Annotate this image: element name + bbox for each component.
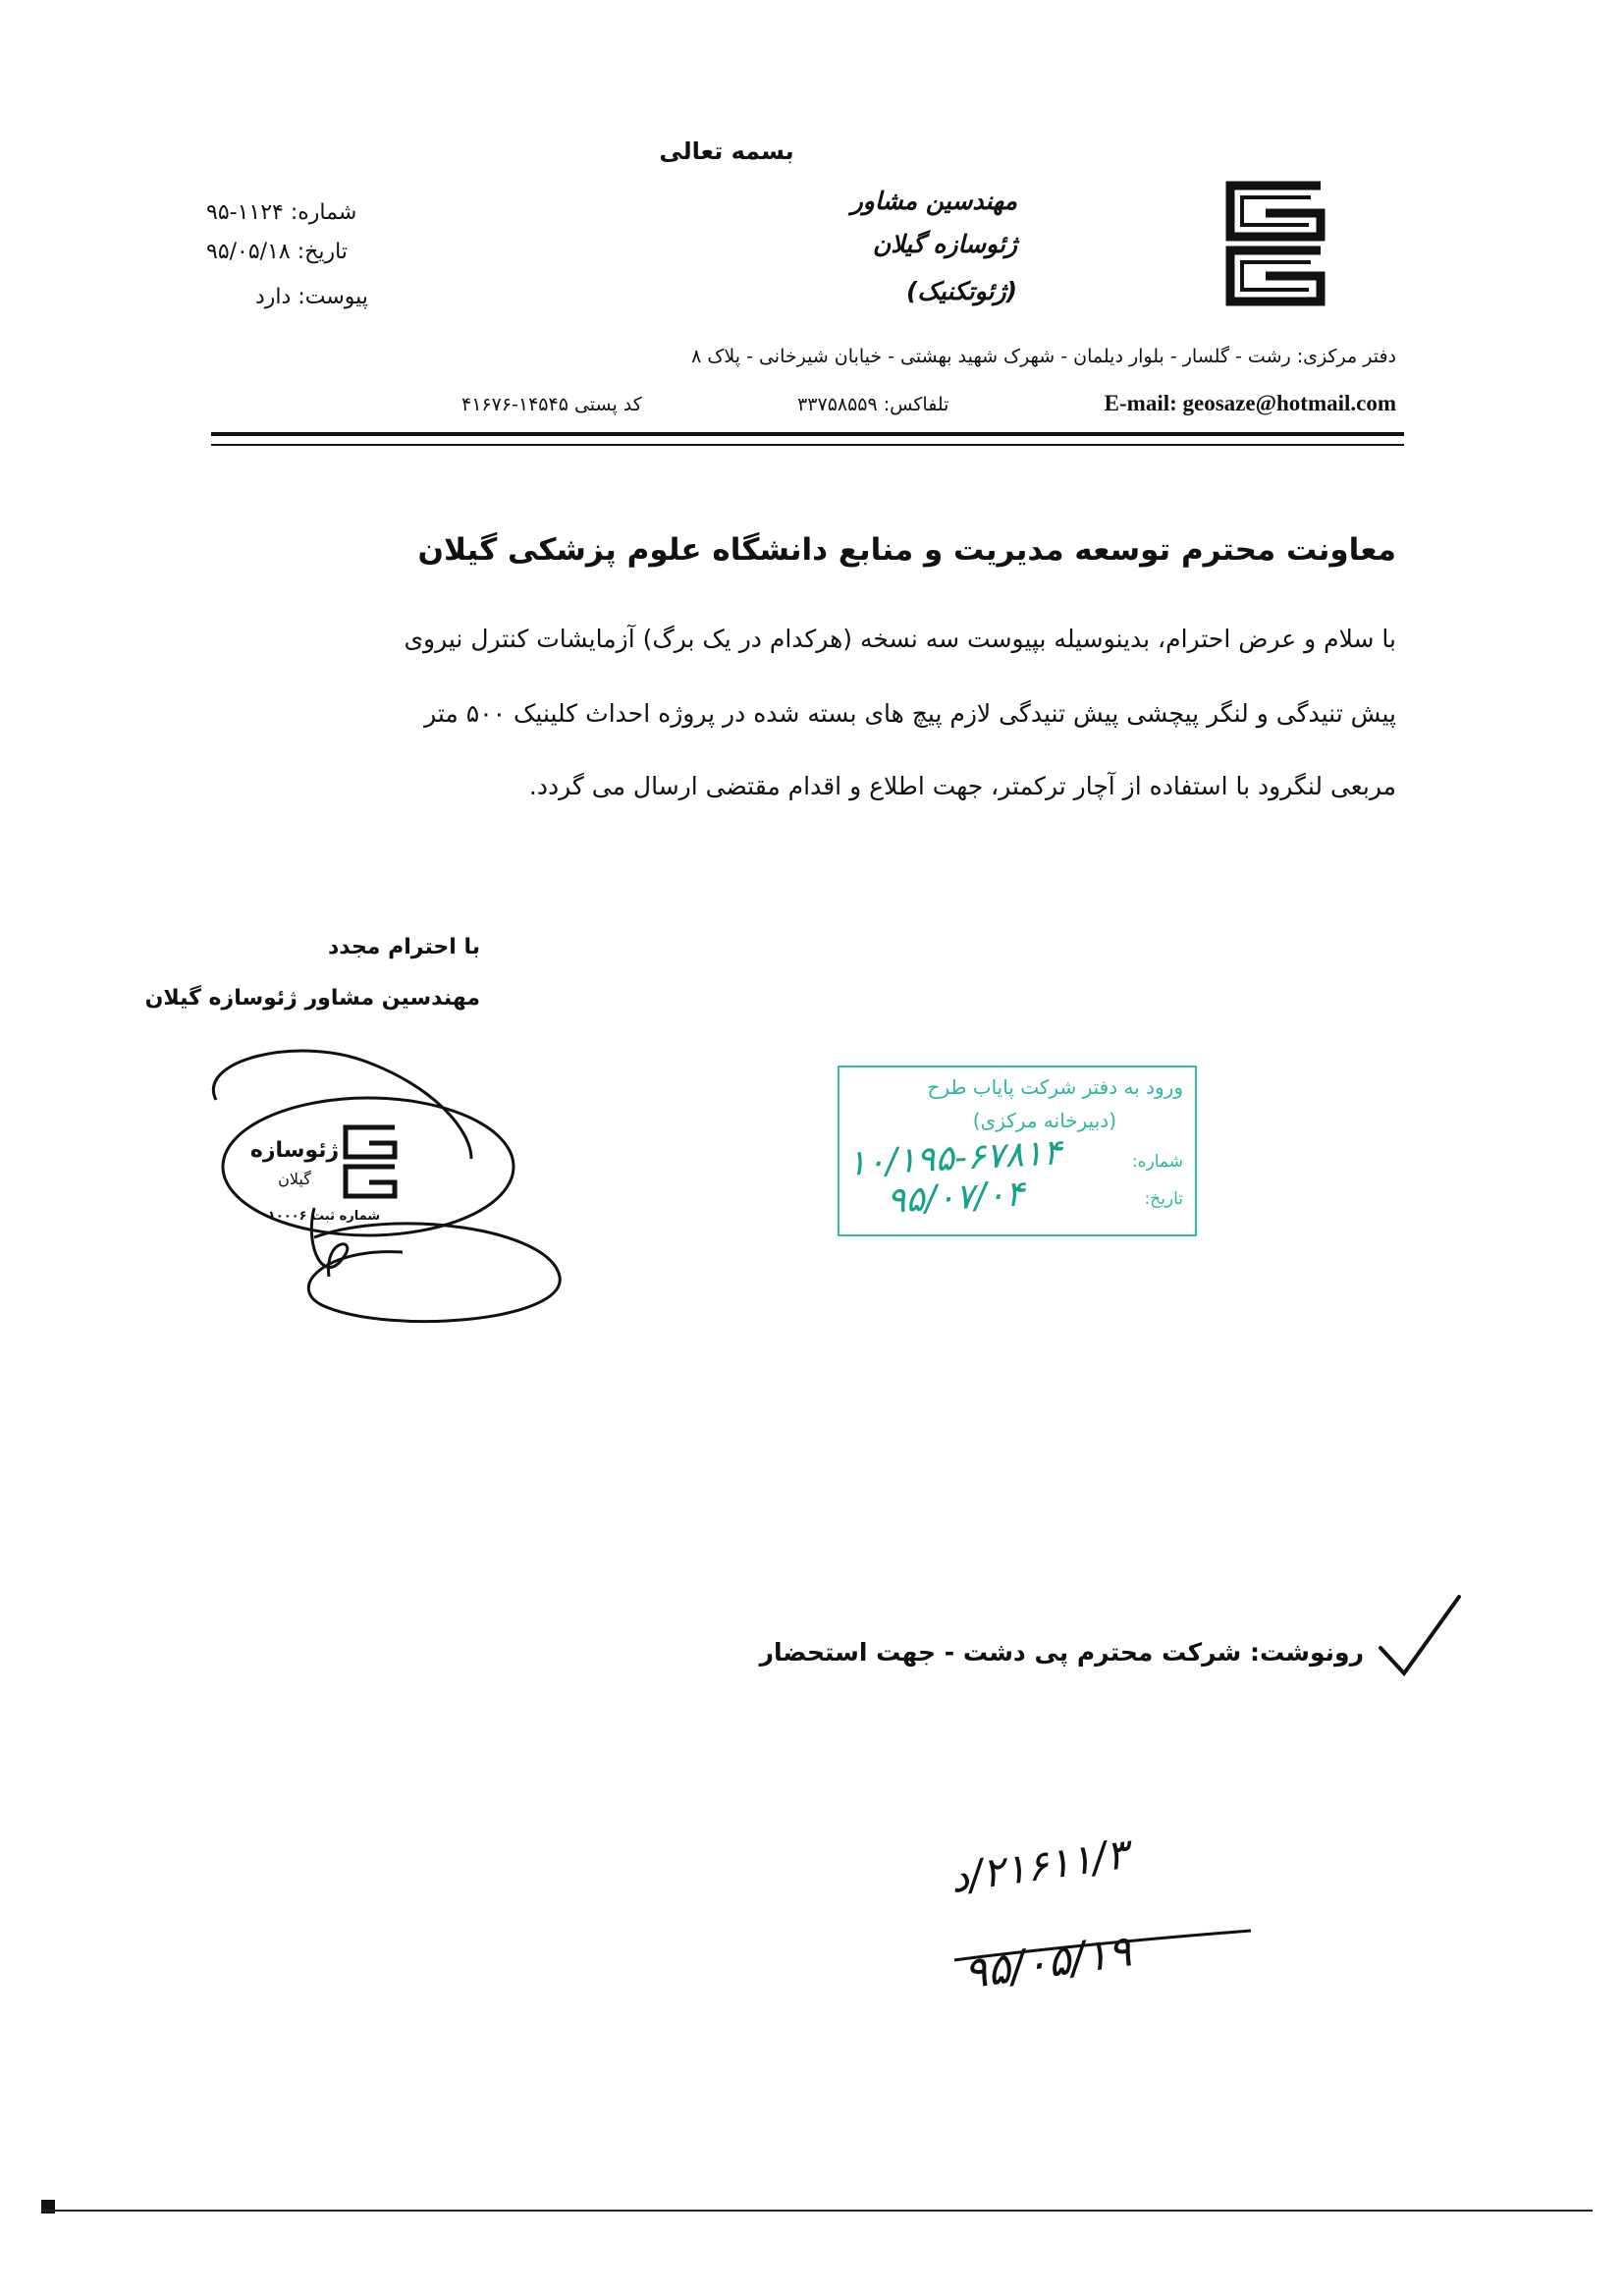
letter-number: شماره: ۱۱۲۴-۹۵ (206, 200, 357, 225)
seal-text-name: ژئوسازه (249, 1138, 340, 1163)
stamp-date-label: تاریخ: (1144, 1189, 1183, 1209)
contact-row (461, 391, 1396, 416)
phone-fax: تلفاکس: ۳۳۷۵۸۵۵۹ (797, 394, 949, 415)
body-paragraph-line-2: پیش تنیدگی و لنگر پیچشی پیش تنیدگی لازم پیچ های بسته شده در پروژه احداث کلینیک ۵۰۰ متر (424, 699, 1396, 728)
bismillah-heading: بسمه تعالی (659, 137, 794, 165)
receipt-stamp (838, 1066, 1197, 1236)
body-paragraph-line-1: با سلام و عرض احترام، بدینوسیله بپیوست سه نسخه (هرکدام در یک برگ) آزمایشات کنترل نیروی (404, 625, 1396, 653)
postal-code: کد پستی ۱۴۵۴۵-۴۱۶۷۶ (461, 394, 642, 415)
header-divider-thin (211, 444, 1404, 446)
seal-text-sub: گیلان (278, 1170, 311, 1188)
seal-registration: شماره ثبت ۱۰۰۰۶ (267, 1209, 381, 1224)
scan-edge-line (41, 2210, 1593, 2212)
company-name-line1: مهندسین مشاور (850, 187, 1017, 215)
handwritten-date: ۹۵/۰۵/۱۹ (960, 1926, 1135, 1999)
company-seal (177, 1041, 579, 1336)
email-address: E-mail: geosaze@hotmail.com (1104, 391, 1396, 415)
closing-salutation: با احترام مجدد (327, 935, 480, 959)
checkmark-icon (1375, 1591, 1463, 1679)
company-logo-icon (1222, 180, 1330, 307)
handwritten-reference: ۲۱۶۱۱/۳/د (947, 1829, 1132, 1902)
recipient-line: معاونت محترم توسعه مدیریت و منابع دانشگاه علوم پزشکی گیلان (417, 532, 1396, 568)
stamp-number-label: شماره: (1131, 1152, 1183, 1172)
stamp-number-value: ۱۰/۱۹۵-۶۷۸۱۴ (846, 1132, 1063, 1184)
office-address: دفتر مرکزی: رشت - گلسار - بلوار دیلمان - شهرک شهید بهشتی - خیابان شیرخانی - پلاک ۸ (691, 346, 1396, 367)
letter-date: تاریخ: ۹۵/۰۵/۱۸ (206, 240, 348, 264)
stamp-title: ورود به دفتر شرکت پایاب طرح (927, 1075, 1183, 1099)
company-name-line3: (ژئوتکنیک) (905, 277, 1017, 305)
stamp-date-value: ۹۵/۰۷/۰۴ (886, 1174, 1026, 1222)
header-divider (211, 432, 1404, 436)
signatory-name: مهندسین مشاور ژئوسازه گیلان (144, 986, 480, 1011)
carbon-copy-line: رونوشت: شرکت محترم پی دشت - جهت استحضار (759, 1638, 1364, 1667)
stamp-subtitle: (دبیرخانه مرکزی) (972, 1109, 1116, 1132)
body-paragraph-line-3: مربعی لنگرود با استفاده از آچار ترکمتر، جهت اطلاع و اقدام مقتضی ارسال می گردد. (528, 772, 1396, 800)
attachment-note: پیوست: دارد (255, 285, 368, 309)
company-name-line2: ژئوسازه گیلان (872, 230, 1017, 258)
